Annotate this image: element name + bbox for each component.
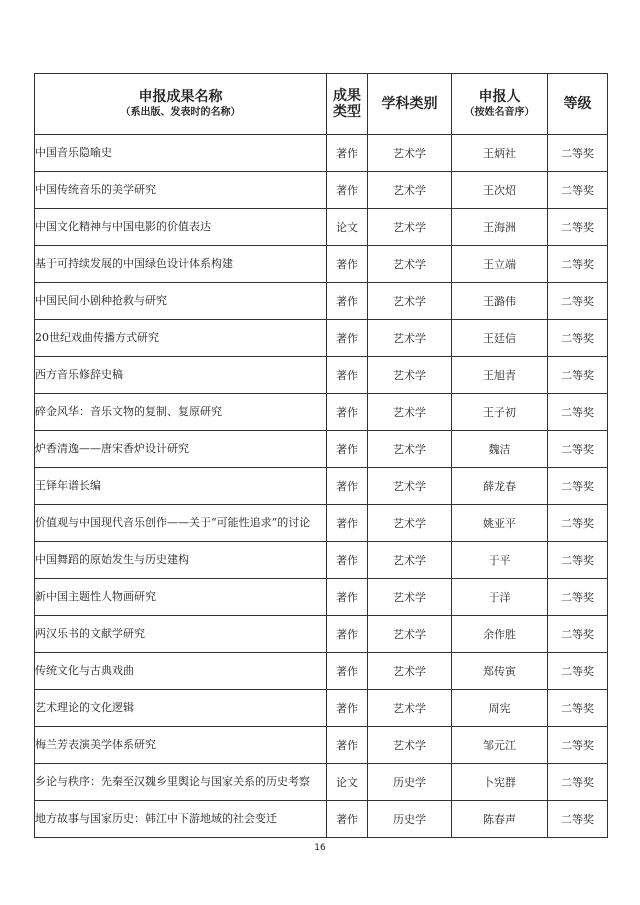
cell-level: 二等奖: [548, 394, 608, 431]
cell-subject: 艺术学: [368, 690, 452, 727]
cell-level: 二等奖: [548, 727, 608, 764]
cell-title: 传统文化与古典戏曲: [35, 653, 327, 690]
header-title: [35, 74, 327, 135]
cell-subject: 艺术学: [368, 468, 452, 505]
cell-type: 著作: [327, 542, 368, 579]
cell-type: 论文: [327, 209, 368, 246]
cell-subject: 艺术学: [368, 431, 452, 468]
header-level: 等级: [548, 74, 608, 135]
cell-title: 碎金风华：音乐文物的复制、复原研究: [35, 394, 327, 431]
header-applicant: [452, 74, 548, 135]
cell-level: 二等奖: [548, 357, 608, 394]
cell-level: 二等奖: [548, 283, 608, 320]
cell-subject: 艺术学: [368, 209, 452, 246]
table-row: [35, 468, 608, 505]
table-row: [35, 135, 608, 172]
cell-applicant: 卜宪群: [452, 764, 548, 801]
cell-applicant: 魏洁: [452, 431, 548, 468]
cell-type: 著作: [327, 468, 368, 505]
cell-subject: 艺术学: [368, 246, 452, 283]
cell-subject: 艺术学: [368, 394, 452, 431]
cell-type: 著作: [327, 246, 368, 283]
cell-title: 新中国主题性人物画研究: [35, 579, 327, 616]
cell-type: 著作: [327, 801, 368, 838]
table-row: [35, 246, 608, 283]
cell-level: 二等奖: [548, 172, 608, 209]
cell-type: 著作: [327, 505, 368, 542]
page-number: 16: [314, 843, 326, 853]
table-row: [35, 542, 608, 579]
cell-level: 二等奖: [548, 320, 608, 357]
cell-subject: 艺术学: [368, 320, 452, 357]
cell-applicant: 王旭青: [452, 357, 548, 394]
cell-applicant: 王炳社: [452, 135, 548, 172]
cell-type: 著作: [327, 431, 368, 468]
cell-level: 二等奖: [548, 690, 608, 727]
header-applicant-label: 申报人: [478, 89, 521, 106]
cell-subject: 艺术学: [368, 283, 452, 320]
cell-type: 著作: [327, 579, 368, 616]
cell-subject: 艺术学: [368, 727, 452, 764]
table-row: [35, 801, 608, 838]
cell-type: 著作: [327, 357, 368, 394]
cell-subject: 艺术学: [368, 542, 452, 579]
cell-title: 艺术理论的文化逻辑: [35, 690, 327, 727]
cell-title: 两汉乐书的文献学研究: [35, 616, 327, 653]
cell-applicant: 王次炤: [452, 172, 548, 209]
cell-applicant: 王子初: [452, 394, 548, 431]
cell-applicant: 于平: [452, 542, 548, 579]
header-row: [35, 74, 608, 135]
cell-level: 二等奖: [548, 801, 608, 838]
cell-subject: 艺术学: [368, 135, 452, 172]
table-row: [35, 320, 608, 357]
cell-subject: 历史学: [368, 801, 452, 838]
cell-type: 著作: [327, 394, 368, 431]
header-title-note: （系出版、发表时的名称）: [120, 107, 241, 119]
cell-applicant: 王廷信: [452, 320, 548, 357]
header-subject: 学科类别: [368, 74, 452, 135]
cell-title: 20世纪戏曲传播方式研究: [35, 320, 327, 357]
cell-title: 中国民间小剧种抢救与研究: [35, 283, 327, 320]
table-row: [35, 431, 608, 468]
cell-title: 中国音乐隐喻史: [35, 135, 327, 172]
cell-type: 著作: [327, 172, 368, 209]
cell-type: 著作: [327, 653, 368, 690]
table-row: [35, 394, 608, 431]
table-row: [35, 283, 608, 320]
cell-level: 二等奖: [548, 579, 608, 616]
cell-level: 二等奖: [548, 209, 608, 246]
cell-applicant: 王潞伟: [452, 283, 548, 320]
cell-type: 著作: [327, 135, 368, 172]
cell-type: 著作: [327, 283, 368, 320]
cell-title: 乡论与秩序：先秦至汉魏乡里舆论与国家关系的历史考察: [35, 764, 327, 801]
cell-title: 梅兰芳表演美学体系研究: [35, 727, 327, 764]
cell-applicant: 周宪: [452, 690, 548, 727]
cell-applicant: 邹元江: [452, 727, 548, 764]
cell-applicant: 郑传寅: [452, 653, 548, 690]
table-body: [35, 135, 608, 838]
cell-title: 中国舞蹈的原始发生与历史建构: [35, 542, 327, 579]
cell-type: 论文: [327, 764, 368, 801]
cell-title: 西方音乐修辞史稿: [35, 357, 327, 394]
cell-applicant: 王海洲: [452, 209, 548, 246]
cell-applicant: 姚亚平: [452, 505, 548, 542]
table-row: [35, 690, 608, 727]
cell-applicant: 王立端: [452, 246, 548, 283]
cell-title: 中国传统音乐的美学研究: [35, 172, 327, 209]
cell-level: 二等奖: [548, 542, 608, 579]
awards-table: [34, 73, 608, 838]
cell-title: 王铎年谱长编: [35, 468, 327, 505]
cell-applicant: 于洋: [452, 579, 548, 616]
table-row: [35, 505, 608, 542]
cell-title: 基于可持续发展的中国绿色设计体系构建: [35, 246, 327, 283]
cell-subject: 艺术学: [368, 357, 452, 394]
header-title-label: 申报成果名称: [138, 89, 223, 106]
table-row: [35, 579, 608, 616]
cell-title: 炉香清逸——唐宋香炉设计研究: [35, 431, 327, 468]
cell-subject: 艺术学: [368, 616, 452, 653]
cell-title: 中国文化精神与中国电影的价值表达: [35, 209, 327, 246]
cell-type: 著作: [327, 616, 368, 653]
header-type: 成果类型: [327, 74, 368, 135]
cell-applicant: 陈春声: [452, 801, 548, 838]
cell-level: 二等奖: [548, 246, 608, 283]
cell-applicant: 余作胜: [452, 616, 548, 653]
cell-level: 二等奖: [548, 135, 608, 172]
cell-subject: 历史学: [368, 764, 452, 801]
table-row: [35, 764, 608, 801]
table-row: [35, 209, 608, 246]
cell-level: 二等奖: [548, 764, 608, 801]
cell-subject: 艺术学: [368, 505, 452, 542]
cell-level: 二等奖: [548, 616, 608, 653]
table-row: [35, 727, 608, 764]
cell-applicant: 薛龙春: [452, 468, 548, 505]
cell-subject: 艺术学: [368, 172, 452, 209]
cell-title: 价值观与中国现代音乐创作——关于“可能性追求”的讨论: [35, 505, 327, 542]
table-row: [35, 616, 608, 653]
header-applicant-note: （按姓名音序）: [464, 107, 535, 119]
cell-level: 二等奖: [548, 505, 608, 542]
cell-type: 著作: [327, 320, 368, 357]
cell-subject: 艺术学: [368, 653, 452, 690]
table-row: [35, 653, 608, 690]
cell-level: 二等奖: [548, 468, 608, 505]
table-row: [35, 357, 608, 394]
cell-type: 著作: [327, 690, 368, 727]
table-row: [35, 172, 608, 209]
cell-title: 地方故事与国家历史：韩江中下游地域的社会变迁: [35, 801, 327, 838]
cell-subject: 艺术学: [368, 579, 452, 616]
cell-type: 著作: [327, 727, 368, 764]
cell-level: 二等奖: [548, 653, 608, 690]
cell-level: 二等奖: [548, 431, 608, 468]
